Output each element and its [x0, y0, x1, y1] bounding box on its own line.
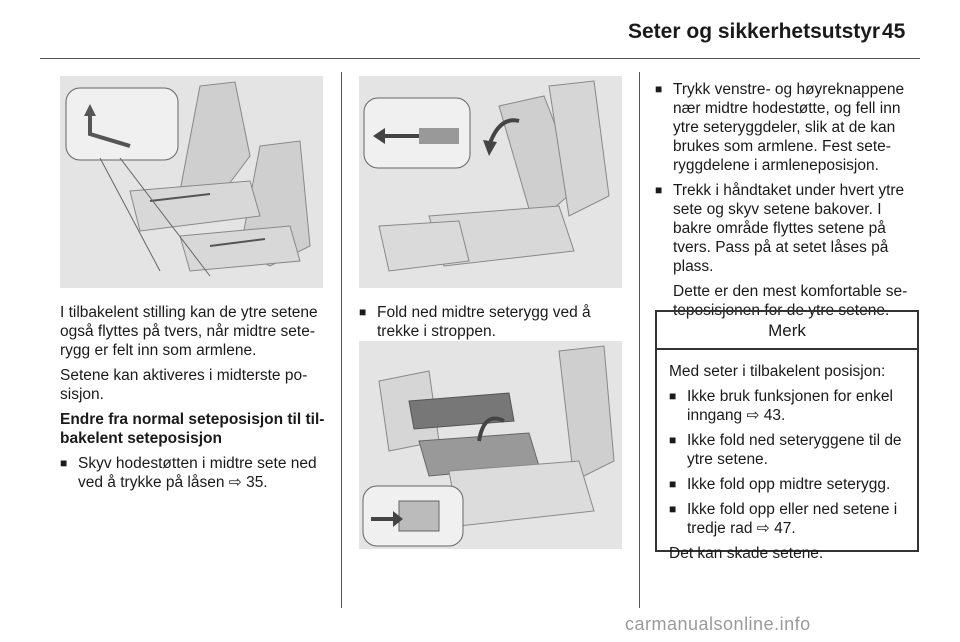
note-body	[657, 350, 917, 563]
seat-illustration-armrest	[359, 341, 622, 549]
seat-drawing	[359, 341, 622, 549]
page-header-title: Seter og sikkerhetsutstyr	[628, 20, 881, 43]
header-divider	[40, 58, 920, 59]
bullet-item: ■ Trykk venstre- og høyreknappene nær midtre hodestøtte, og fell inn ytre seteryggdeler, slik at de kan brukes som armlene. Fest sete-ryggdelene i armleneposisjon.	[655, 80, 919, 175]
column-divider	[639, 72, 640, 608]
seat-illustration-fold-backrest	[359, 76, 622, 288]
column-1-text	[60, 303, 326, 498]
bullet-item: ■ Skyv hodestøtten i midtre sete ned ved å trykke på låsen ⇨ 35.	[60, 454, 326, 492]
watermark-link[interactable]: carmanualsonline.info	[625, 614, 811, 634]
paragraph: Dette er den mest komfortable se-teposisjonen for de ytre setene.	[673, 283, 908, 319]
note-title: Merk	[657, 312, 917, 350]
note-item: ■ Ikke fold opp midtre seterygg.	[669, 475, 907, 494]
bullet-item: ■ Fold ned midtre seterygg ved å trekke i stroppen.	[359, 303, 621, 341]
note-box	[655, 310, 919, 562]
column-divider	[341, 72, 342, 608]
section-heading: Endre fra normal seteposisjon til til-bakelent seteposisjon	[60, 411, 325, 447]
seat-drawing	[359, 76, 622, 288]
note-item: ■ Ikke fold ned seteryggene til de ytre setene.	[669, 431, 907, 469]
bullet-item: ■ Trekk i håndtaket under hvert ytre sete og skyv setene bakover. I bakre område flyttes setene på tvers. Pass på at setet låses på plass.	[655, 181, 919, 276]
note-intro: Med seter i tilbakelent posisjon:	[669, 363, 886, 380]
note-item: ■ Ikke fold opp eller ned setene i tredje rad ⇨ 47.	[669, 500, 907, 538]
seat-drawing	[60, 76, 323, 288]
column-3-text	[655, 80, 919, 326]
seat-illustration-lateral	[60, 76, 323, 288]
note-outro: Det kan skade setene.	[669, 545, 824, 562]
paragraph: I tilbakelent stilling kan de ytre setene også flyttes på tvers, når midtre sete-rygg er felt inn som armlene.	[60, 304, 318, 359]
paragraph: Setene kan aktiveres i midterste po-sisjon.	[60, 367, 308, 403]
page-number: 45	[882, 20, 906, 43]
note-item: ■ Ikke bruk funksjonen for enkel inngang ⇨ 43.	[669, 387, 907, 425]
column-2-text	[359, 303, 621, 347]
